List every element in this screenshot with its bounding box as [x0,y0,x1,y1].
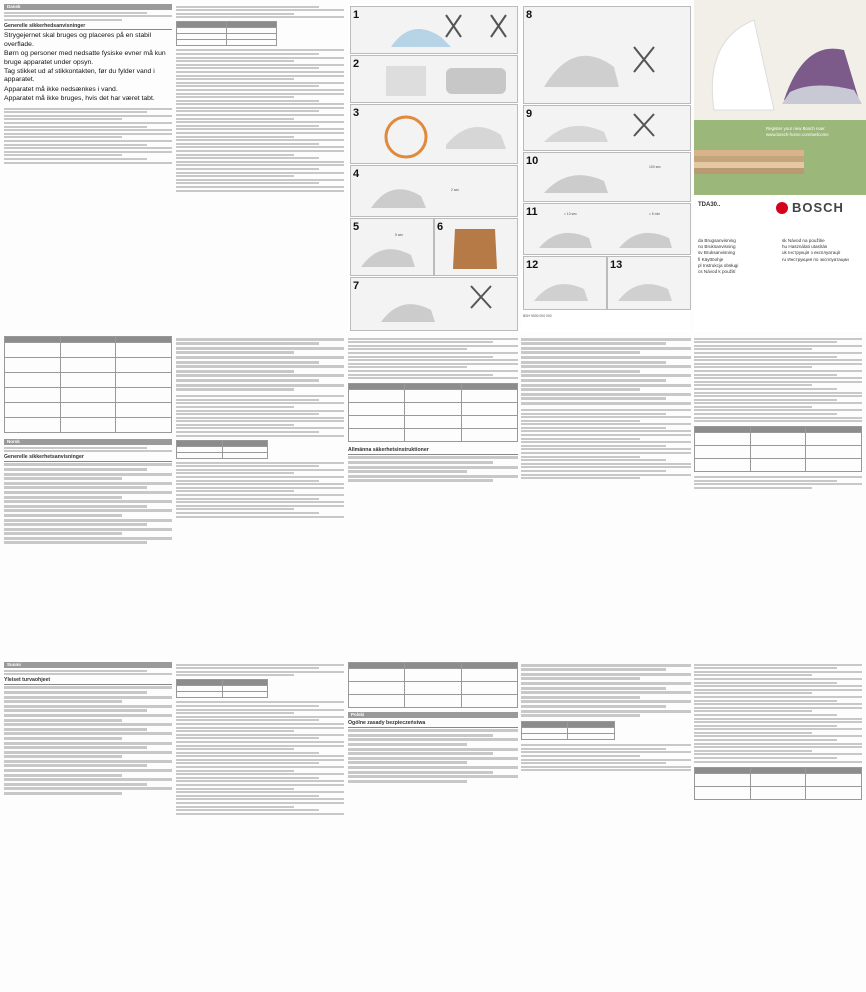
figure-6: 6 [434,218,518,276]
section-title: Generelle sikkerhedsanvisninger [4,24,172,31]
danish-instructions-panel [176,4,344,332]
figure-5: 5 5 sec [350,218,434,276]
figure-1: 1 [350,6,518,54]
swedish-panel-right [521,336,691,658]
figure-13: 13 [607,256,691,310]
swedish-panel-left [348,336,518,658]
figure-4: 4 2 sec [350,165,518,217]
print-code: BSH 9000 000 000 [523,314,552,318]
figure-7: 7 [350,277,518,331]
figure-4-label: 2 sec [451,188,460,192]
section-title: Ogólne zasady bezpieczeństwa [348,721,518,728]
language-header: Norsk [4,439,172,445]
finnish-panel-2 [176,662,344,988]
finnish-panel [4,662,172,988]
safety-bullet: Tag stikket ud af stikkontakten, før du fylder vand i apparatet. [4,68,155,84]
language-list-2: sk Návod na použitie hu Használati utasítás uk Інструкція з експлуатації ru Инструкция по эксплуатации [782,238,849,262]
section-title: Allmänna säkerhetsinstruktioner [348,448,518,455]
figure-10: 10 100 sec [523,152,691,202]
safety-bullet: Apparatet må ikke bruges, hvis det har været tabt. [4,95,155,103]
norwegian-panel [176,336,344,658]
iron-photo [694,0,866,120]
cover-green-band [694,120,866,195]
language-list: da Brugsanvisning no Bruksanvisning sv Bruksanvisning fi Käyttöohje pl Instrukcja obsługi cs Návod k použití [698,238,739,275]
polish-panel-right [521,662,691,988]
language-header: Polski [348,712,518,718]
figure-11-label-b: ≈ 5 min [649,212,661,216]
section-title: Yleiset turvaohjeet [4,678,172,685]
figure-5-label: 5 sec [395,233,404,237]
figure-12: 12 [523,256,607,310]
brand-logo: BOSCH [792,200,844,215]
figure-2: 2 [350,55,518,103]
bosch-logo-icon [776,202,788,214]
polish-panel-left [348,662,518,988]
figure-8: 8 [523,6,691,104]
safety-bullet: Apparatet må ikke nedsænkes i vand. [4,85,118,93]
figure-10-label: 100 sec [649,165,661,169]
finnish-panel-right [694,336,862,658]
register-tagline: Register your new Bosch now: www.bosch-home.com/welcome [766,126,829,137]
troubleshooting-panel-da [4,336,172,658]
polish-panel-3 [694,662,862,988]
cover-panel [694,0,866,332]
language-header: Suomi [4,662,172,668]
safety-bullet: Strygejernet skal bruges og placeres på en stabil overflade. [4,32,151,48]
safety-bullet: Børn og personer med nedsatte fysiske evner må kun bruge apparatet under opsyn. [4,50,166,66]
figure-3: 3 [350,104,518,164]
figures-column-right [521,4,691,332]
troubleshooting-table [4,336,172,433]
settings-table [176,21,277,46]
figure-11-label-a: ≈ 10 sec [564,212,577,216]
language-header: Dansk [4,4,172,10]
model-number: TDA30.. [698,202,721,208]
section-title: Generelle sikkerhetsanvisninger [4,455,172,462]
figures-column-left [348,4,518,332]
figure-11: 11 ≈ 10 sec ≈ 5 min [523,203,691,255]
figure-9: 9 [523,105,691,151]
danish-safety-panel [4,4,172,332]
